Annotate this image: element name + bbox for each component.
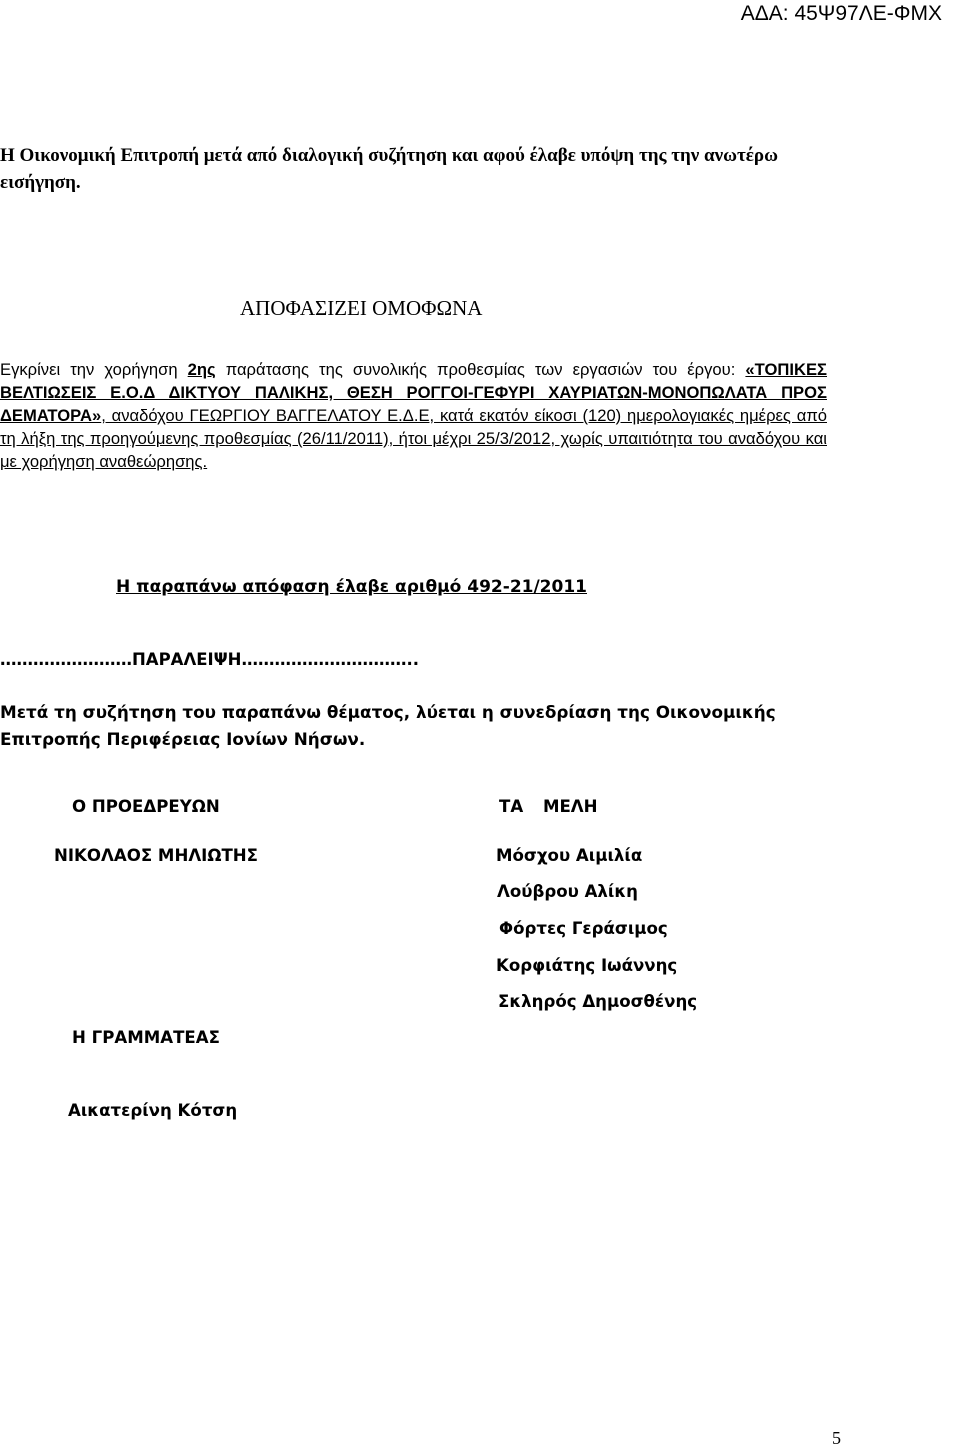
decision-number: Η παραπάνω απόφαση έλαβε αριθμό 492-21/2011 [116,577,587,597]
president-title: Ο ΠΡΟΕΔΡΕΥΩΝ [72,797,220,816]
decision-text-part-1: Εγκρίνει την χορήγηση [0,360,188,379]
project-title: «ΤΟΠΙΚΕΣ ΒΕΛΤΙΩΣΕΙΣ Ε.Ο.Δ ΔΙΚΤΥΟΥ ΠΑΛΙΚΗΣ, ΘΕΣΗ ΡΟΓΓΟΙ-ΓΕΦΥΡΙ ΧΑΥΡΙΑΤΩΝ-ΜΟΝΟΠΩΛΑΤΑ ΠΡΟΣ ΔΕΜΑΤΟΡΑ» [0,360,827,425]
decision-heading: ΑΠΟΦΑΣΙΖΕΙ ΟΜΟΦΩΝΑ [240,296,483,320]
member-name: Λούβρου Αλίκη [497,882,638,901]
intro-paragraph: Η Οικονομική Επιτροπή μετά από διαλογική συζήτηση και αφού έλαβε υπόψη της την ανωτέρω εισήγηση. [0,145,778,193]
secretary-name: Αικατερίνη Κότση [68,1101,238,1120]
member-name: Φόρτες Γεράσιμος [499,919,668,938]
omission-marker: ……………………ΠΑΡΑΛΕΙΨΗ………………………….. [0,650,419,669]
members-title: ΤΑ ΜΕΛΗ [499,797,598,816]
member-name: Σκληρός Δημοσθένης [498,992,698,1011]
decision-text-part-5: , αναδόχου ΓΕΩΡΓΙΟΥ ΒΑΓΓΕΛΑΤΟΥ Ε.Δ.Ε, κατά εκατόν είκοσι (120) ημερολογιακές ημέρες από τη λήξη της προηγούμενης προθεσμίας (26/11/2011), ήτοι μέχρι 25/3/2012, χωρίς υπαιτιότητα του αναδόχου και με χορήγηση αναθεώρησης. [0,406,827,471]
president-name: ΝΙΚΟΛΑΟΣ ΜΗΛΙΩΤΗΣ [54,846,258,865]
secretary-title: Η ΓΡΑΜΜΑΤΕΑΣ [72,1028,220,1047]
page-number: 5 [832,1428,841,1448]
closing-paragraph: Μετά τη συζήτηση του παραπάνω θέματος, λύεται η συνεδρίαση της Οικονομικής Επιτροπής Περιφέρειας Ιονίων Νήσων. [0,702,776,749]
member-name: Μόσχου Αιμιλία [496,846,643,865]
member-name: Κορφιάτης Ιωάννης [496,956,678,975]
decision-text-part-3: παράτασης της συνολικής προθεσμίας των εργασιών του έργου: [215,360,746,379]
extension-number: 2ης [187,360,216,379]
decision-paragraph [0,358,827,473]
ada-code: ΑΔΑ: 45Ψ97ΛΕ-ΦΜΧ [740,2,942,25]
